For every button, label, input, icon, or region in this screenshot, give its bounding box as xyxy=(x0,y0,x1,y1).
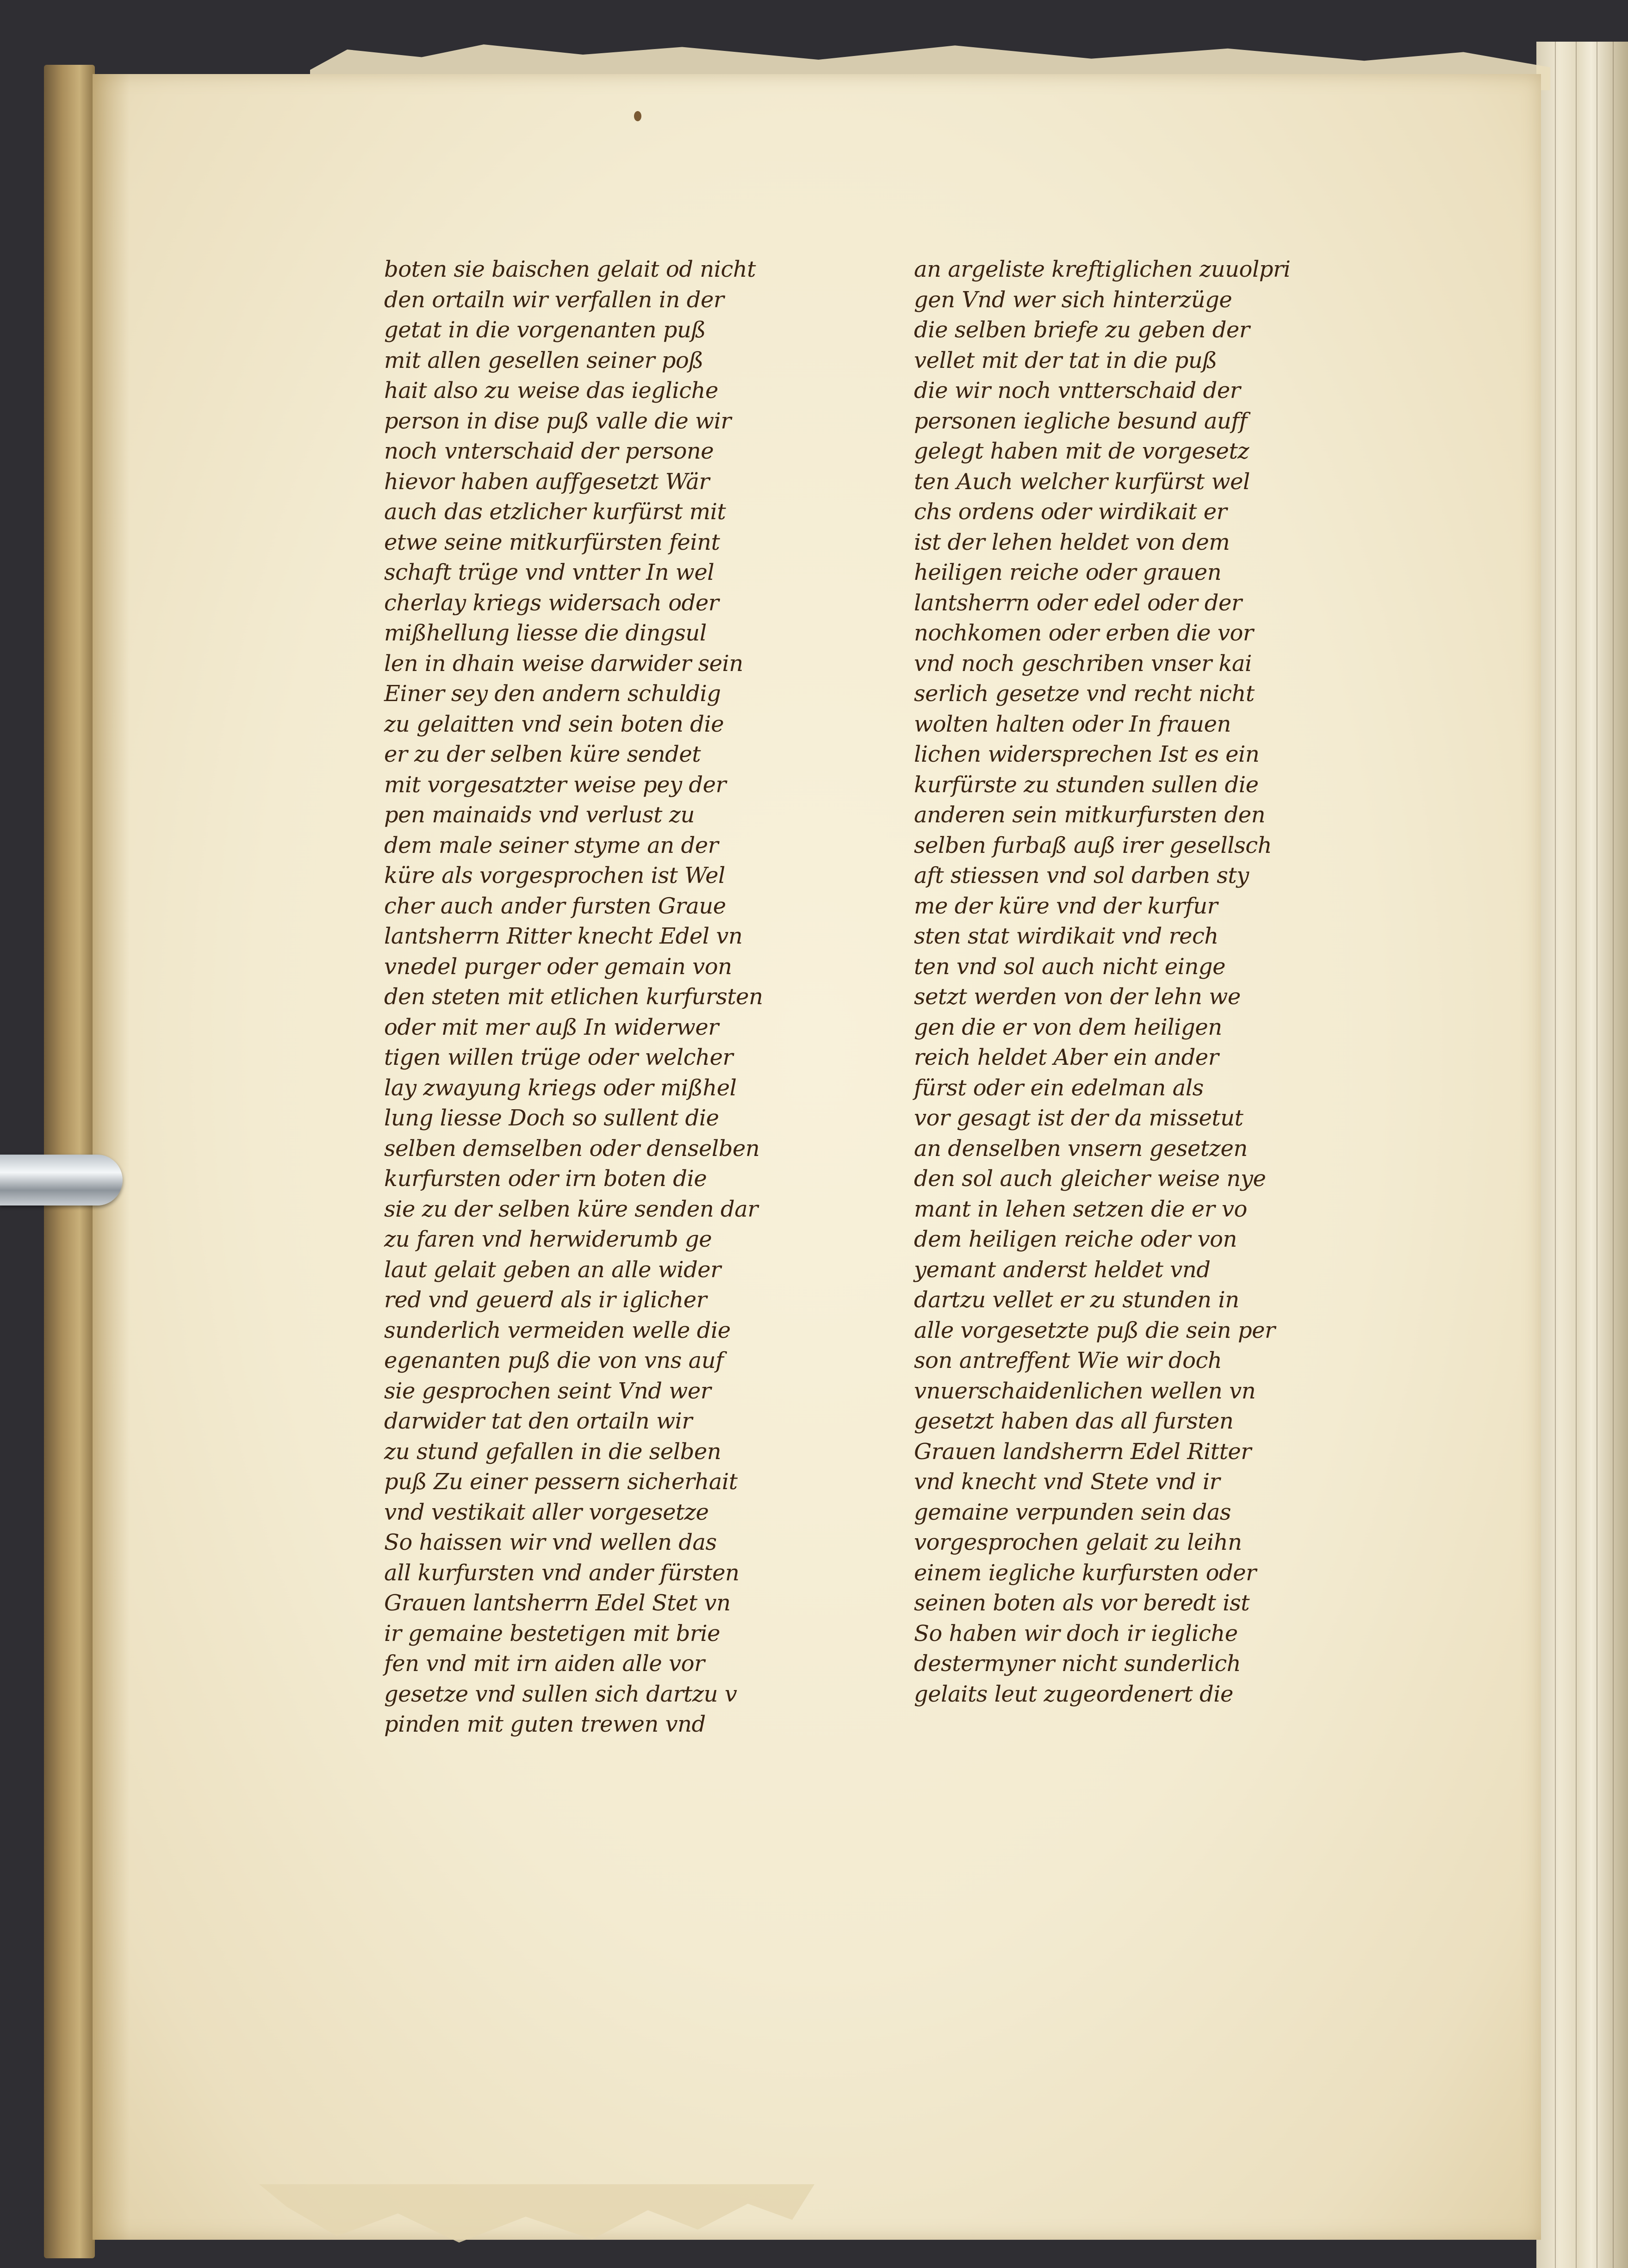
manuscript-line: an denselben vnsern gesetzen xyxy=(914,1135,1248,1162)
manuscript-line: den ortailn wir verfallen in der xyxy=(384,286,724,313)
page-edge-line xyxy=(1555,42,1556,2268)
manuscript-line: nochkomen oder erben die vor xyxy=(914,620,1254,646)
manuscript-line: an argeliste kreftiglichen zuuolpri xyxy=(914,256,1291,282)
manuscript-line: tigen willen trüge oder welcher xyxy=(384,1044,733,1070)
manuscript-line: auch das etzlicher kurfürst mit xyxy=(384,499,726,525)
page-stack-edge xyxy=(1536,42,1628,2268)
manuscript-line: ir gemaine bestetigen mit brie xyxy=(384,1620,720,1647)
left-text-column xyxy=(384,255,865,1740)
manuscript-line: mant in lehen setzen die er vo xyxy=(914,1196,1247,1222)
manuscript-line: personen iegliche besund auff xyxy=(914,408,1247,434)
manuscript-line: sie gesprochen seint Vnd wer xyxy=(384,1378,711,1404)
manuscript-line: Grauen lantsherrn Edel Stet vn xyxy=(384,1590,731,1616)
manuscript-line: sten stat wirdikait vnd rech xyxy=(914,923,1218,949)
manuscript-line: oder mit mer auß In widerwer xyxy=(384,1014,719,1040)
manuscript-line: lay zwayung kriegs oder mißhel xyxy=(384,1075,737,1101)
manuscript-line: dartzu vellet er zu stunden in xyxy=(914,1287,1239,1313)
manuscript-line: alle vorgesetzte puß die sein per xyxy=(914,1317,1275,1343)
manuscript-line: anderen sein mitkurfursten den xyxy=(914,802,1266,828)
manuscript-line: me der küre vnd der kurfur xyxy=(914,893,1218,919)
manuscript-line: laut gelait geben an alle wider xyxy=(384,1256,721,1283)
manuscript-line: fen vnd mit irn aiden alle vor xyxy=(384,1651,705,1677)
manuscript-line: er zu der selben küre sendet xyxy=(384,741,701,767)
manuscript-line: gesetzt haben das all fursten xyxy=(914,1408,1234,1434)
manuscript-line: person in dise puß valle die wir xyxy=(384,408,731,434)
manuscript-line: vnuerschaidenlichen wellen vn xyxy=(914,1378,1256,1404)
manuscript-line: egenanten puß die von vns auf xyxy=(384,1348,724,1373)
manuscript-line: etwe seine mitkurfürsten feint xyxy=(384,529,720,555)
manuscript-line: hait also zu weise das iegliche xyxy=(384,378,718,404)
manuscript-line: heiligen reiche oder grauen xyxy=(914,559,1222,585)
manuscript-line: ten vnd sol auch nicht einge xyxy=(914,953,1226,980)
manuscript-line: aft stiessen vnd sol darben sty xyxy=(914,863,1249,889)
manuscript-line: einem iegliche kurfursten oder xyxy=(914,1560,1256,1586)
manuscript-line: gelegt haben mit de vorgesetz xyxy=(914,438,1249,464)
manuscript-line: seinen boten als vor beredt ist xyxy=(914,1590,1249,1616)
manuscript-line: gesetze vnd sullen sich dartzu v xyxy=(384,1681,737,1707)
manuscript-line: vnd noch geschriben vnser kai xyxy=(914,650,1252,677)
manuscript-line: setzt werden von der lehn we xyxy=(914,984,1241,1010)
manuscript-line: gen die er von dem heiligen xyxy=(914,1014,1222,1040)
manuscript-line: pen mainaids vnd verlust zu xyxy=(384,802,695,828)
manuscript-line: cherlay kriegs widersach oder xyxy=(384,590,719,616)
manuscript-line: fürst oder ein edelman als xyxy=(914,1075,1204,1101)
manuscript-line: sunderlich vermeiden welle die xyxy=(384,1317,731,1343)
manuscript-line: lichen widersprechen Ist es ein xyxy=(914,741,1260,767)
manuscript-line: serlich gesetze vnd recht nicht xyxy=(914,681,1255,707)
manuscript-line: mit allen gesellen seiner poß xyxy=(384,347,703,373)
manuscript-line: noch vnterschaid der persone xyxy=(384,438,714,464)
manuscript-line: hievor haben auffgesetzt Wär xyxy=(384,468,709,495)
manuscript-line: sie zu der selben küre senden dar xyxy=(384,1196,758,1222)
manuscript-line: lantsherrn oder edel oder der xyxy=(914,590,1242,616)
manuscript-line: vor gesagt ist der da missetut xyxy=(914,1105,1243,1131)
manuscript-line: gelaits leut zugeordenert die xyxy=(914,1681,1233,1707)
right-text-column xyxy=(914,255,1414,1709)
manuscript-line: boten sie baischen gelait od nicht xyxy=(384,256,756,282)
manuscript-line: kurfursten oder irn boten die xyxy=(384,1166,707,1192)
manuscript-line: reich heldet Aber ein ander xyxy=(914,1044,1219,1070)
manuscript-line: So haissen wir vnd wellen das xyxy=(384,1529,717,1555)
ink-spot xyxy=(634,111,641,121)
page-edge-line xyxy=(1613,42,1614,2268)
manuscript-line: kurfürste zu stunden sullen die xyxy=(914,771,1259,798)
manuscript-line: mißhellung liesse die dingsul xyxy=(384,620,707,646)
manuscript-line: lantsherrn Ritter knecht Edel vn xyxy=(384,923,743,949)
manuscript-line: zu gelaitten vnd sein boten die xyxy=(384,711,724,737)
manuscript-line: all kurfursten vnd ander fürsten xyxy=(384,1560,739,1586)
manuscript-line: So haben wir doch ir iegliche xyxy=(914,1620,1238,1647)
manuscript-line: getat in die vorgenanten puß xyxy=(384,317,706,343)
manuscript-line: gen Vnd wer sich hinterzüge xyxy=(914,286,1232,313)
manuscript-line: vnd vestikait aller vorgesetze xyxy=(384,1499,709,1525)
manuscript-line: dem male seiner styme an der xyxy=(384,832,719,858)
page-edge-line xyxy=(1576,42,1577,2268)
manuscript-line: ten Auch welcher kurfürst wel xyxy=(914,468,1250,495)
manuscript-line: vnd knecht vnd Stete vnd ir xyxy=(914,1469,1220,1495)
manuscript-line: Grauen landsherrn Edel Ritter xyxy=(914,1438,1251,1465)
manuscript-line: dem heiligen reiche oder von xyxy=(914,1226,1237,1252)
manuscript-line: selben demselben oder denselben xyxy=(384,1135,760,1162)
manuscript-line: ist der lehen heldet von dem xyxy=(914,529,1230,555)
manuscript-line: vellet mit der tat in die puß xyxy=(914,347,1217,373)
manuscript-line: gemaine verpunden sein das xyxy=(914,1499,1231,1525)
manuscript-line: den steten mit etlichen kurfursten xyxy=(384,984,763,1010)
manuscript-line: den sol auch gleicher weise nye xyxy=(914,1166,1266,1192)
manuscript-line: schaft trüge vnd vntter In wel xyxy=(384,559,715,585)
manuscript-line: küre als vorgesprochen ist Wel xyxy=(384,863,725,889)
manuscript-line: die wir noch vntterschaid der xyxy=(914,378,1241,404)
manuscript-line: vnedel purger oder gemain von xyxy=(384,953,732,980)
manuscript-line: red vnd geuerd als ir iglicher xyxy=(384,1287,707,1313)
manuscript-line: puß Zu einer pessern sicherhait xyxy=(384,1469,738,1495)
manuscript-line: vorgesprochen gelait zu leihn xyxy=(914,1529,1242,1555)
manuscript-line: len in dhain weise darwider sein xyxy=(384,650,743,677)
manuscript-line: destermyner nicht sunderlich xyxy=(914,1651,1241,1677)
manuscript-line: pinden mit guten trewen vnd xyxy=(384,1711,706,1737)
manuscript-line: zu faren vnd herwiderumb ge xyxy=(384,1226,712,1252)
manuscript-line: wolten halten oder In frauen xyxy=(914,711,1231,737)
manuscript-line: son antreffent Wie wir doch xyxy=(914,1348,1222,1373)
manuscript-line: die selben briefe zu geben der xyxy=(914,317,1250,343)
manuscript-line: selben furbaß auß irer gesellsch xyxy=(914,832,1272,858)
manuscript-line: darwider tat den ortailn wir xyxy=(384,1408,692,1434)
page-clip xyxy=(0,1155,123,1205)
manuscript-line: chs ordens oder wirdikait er xyxy=(914,499,1227,525)
manuscript-line: mit vorgesatzter weise pey der xyxy=(384,771,726,798)
manuscript-line: yemant anderst heldet vnd xyxy=(914,1256,1211,1283)
manuscript-line: zu stund gefallen in die selben xyxy=(384,1438,721,1465)
manuscript-line: Einer sey den andern schuldig xyxy=(384,681,721,707)
manuscript-line: lung liesse Doch so sullent die xyxy=(384,1105,719,1131)
manuscript-line: cher auch ander fursten Graue xyxy=(384,893,726,919)
